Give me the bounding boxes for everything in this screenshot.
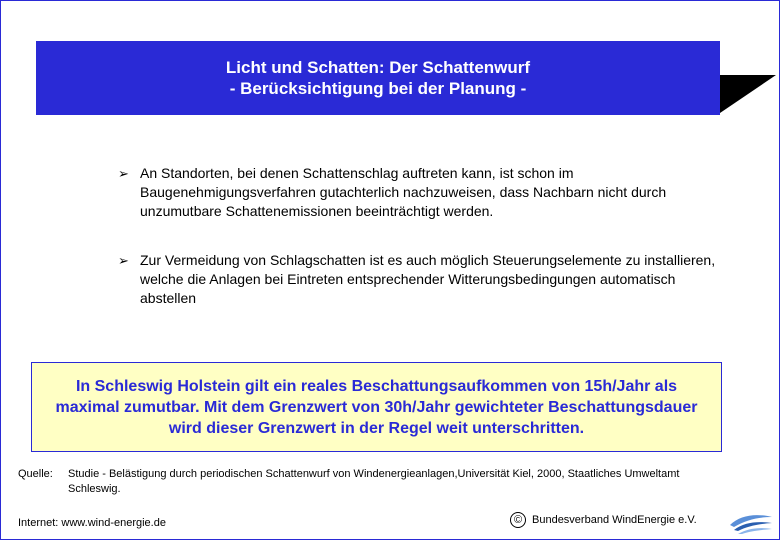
bullet-text-2: Zur Vermeidung von Schlagschatten ist es auch möglich Steuerungselemente zu installieren, welche die Anlagen bei Eintreten entsprechender Witterungsbedingungen automatisch abstellen xyxy=(140,252,716,306)
highlight-box xyxy=(31,362,722,452)
arrow-bullet-icon: ➢ xyxy=(118,166,129,181)
copyright-icon: © xyxy=(510,512,526,528)
arrow-bullet-icon: ➢ xyxy=(118,253,129,268)
internet-link[interactable]: Internet: www.wind-energie.de xyxy=(18,517,166,529)
organization-footer xyxy=(510,512,697,528)
highlight-text: In Schleswig Holstein gilt ein reales Beschattungsaufkommen von 15h/Jahr als maximal zumutbar. Mit dem Grenzwert von 30h/Jahr gewichteter Beschattungsdauer wird dieser Grenzwert in der Regel weit unterschritten. xyxy=(55,377,698,437)
bullet-item-2 xyxy=(118,251,718,308)
bullet-text-1: An Standorten, bei denen Schattenschlag auftreten kann, ist schon im Baugenehmigungsverfahren gutachterlich nachzuweisen, dass Nachbarn nicht durch unzumutbare Schattenemissionen beeinträchtigt werden. xyxy=(140,165,667,219)
title-arrow-icon xyxy=(720,75,776,113)
bwe-logo-icon xyxy=(728,511,774,535)
source-note xyxy=(18,467,718,497)
source-text: Studie - Belästigung durch periodischen Schattenwurf von Windenergieanlagen,Universität Kiel, 2000, Staatliches Umweltamt Schleswig. xyxy=(68,468,680,495)
title-line-2: - Berücksichtigung bei der Planung - xyxy=(229,79,527,98)
organization-name: Bundesverband WindEnergie e.V. xyxy=(532,514,697,526)
bullet-list xyxy=(118,164,718,338)
bullet-item-1 xyxy=(118,164,718,221)
source-label: Quelle: xyxy=(18,468,53,480)
title-box xyxy=(36,41,720,115)
title-line-1: Licht und Schatten: Der Schattenwurf xyxy=(225,58,531,77)
